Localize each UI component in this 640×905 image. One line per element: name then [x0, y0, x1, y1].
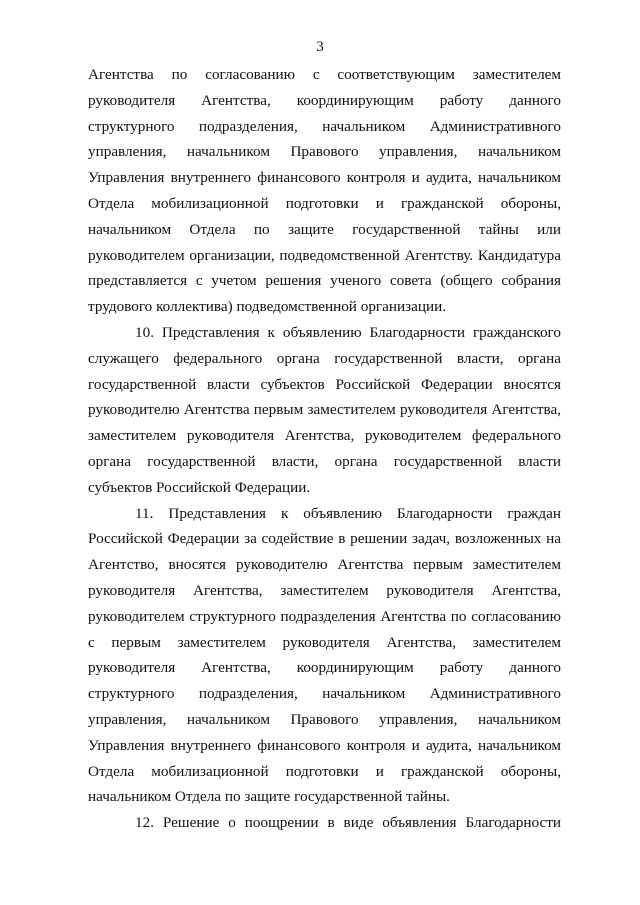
document-body — [88, 62, 561, 836]
paragraph-item-10: 10. Представления к объявлению Благодарности гражданского служащего федерального органа государственной власти, органа государственной власти субъектов Российской Федерации вносятся руководителю Агентства первым заместителем руководителя Агентства, заместителем руководителя Агентства, руководителем федерального органа государственной власти, органа государственной власти субъектов Российской Федерации. — [88, 323, 561, 496]
paragraph-continued: Агентства по согласованию с соответствующим заместителем руководителя Агентства, координирующим работу данного структурного подразделения, начальником Административного управления, начальником Правового управления, начальником Управления внутреннего финансового контроля и аудита, начальником Отдела мобилизационной подготовки и гражданской обороны, начальником Отдела по защите государственной тайны или руководителем организации, подведомственной Агентству. Кандидатура представляется с учетом решения ученого совета (общего собрания трудового коллектива) подведомственной организации. — [88, 66, 561, 316]
paragraph-item-12: 12. Решение о поощрении в виде объявления Благодарности — [135, 814, 561, 832]
page-number: 3 — [316, 39, 324, 55]
paragraph-item-11: 11. Представления к объявлению Благодарности граждан Российской Федерации за содействие в решении задач, возложенных на Агентство, вносятся руководителю Агентства первым заместителем руководителя Агентства, заместителем руководителя Агентства, руководителем структурного подразделения Агентства по согласованию с первым заместителем руководителя Агентства, заместителем руководителя Агентства, координирующим работу данного структурного подразделения, начальником Административного управления, начальником Правового управления, начальником Управления внутреннего финансового контроля и аудита, начальником Отдела мобилизационной подготовки и гражданской обороны, начальником Отдела по защите государственной тайны. — [88, 504, 561, 806]
